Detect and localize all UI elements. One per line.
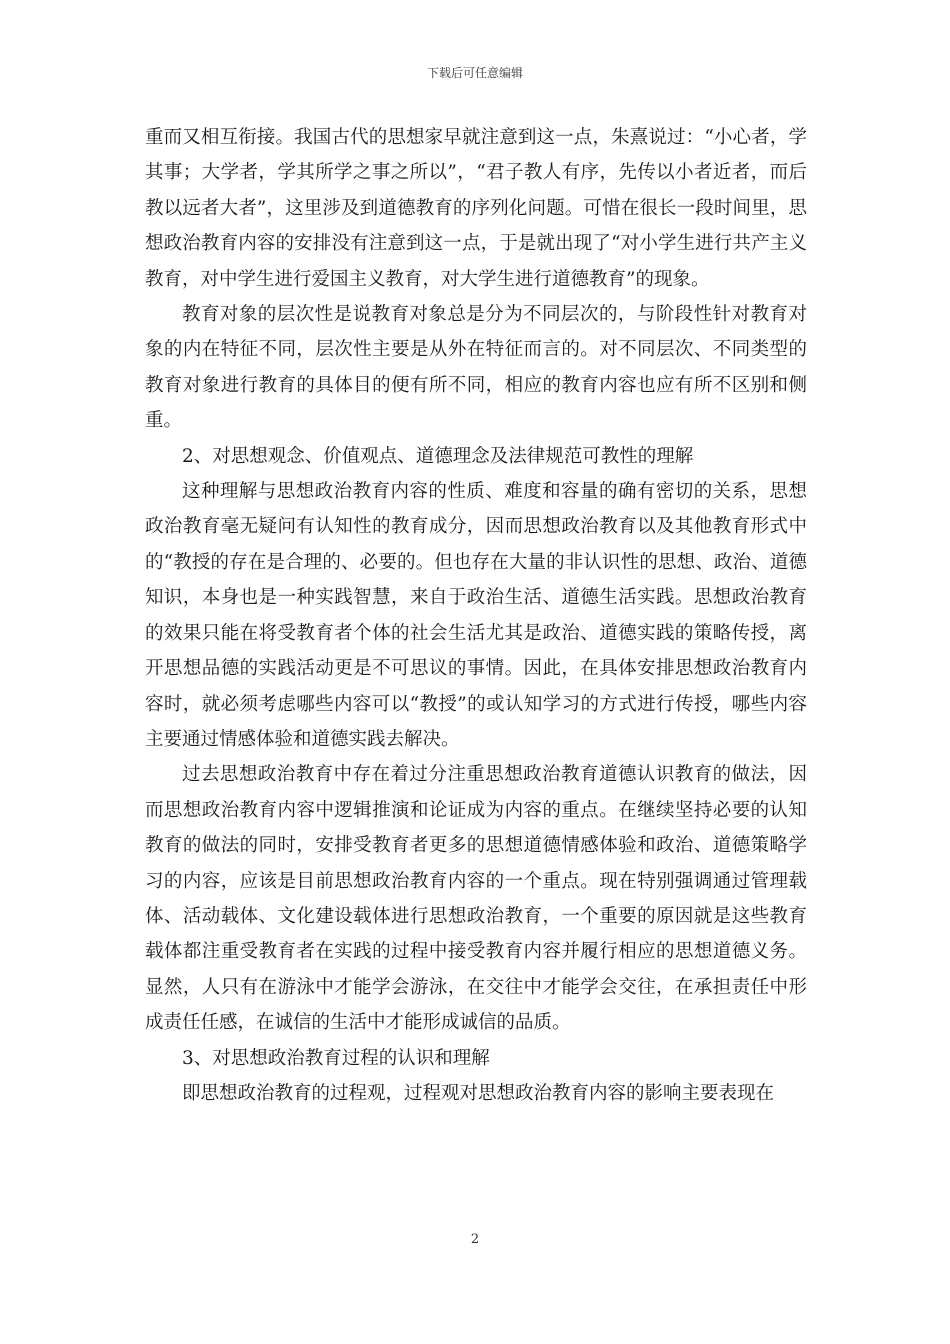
section-heading-3: 3、对思想政治教育过程的认识和理解 — [182, 1047, 490, 1069]
paragraph-3: 这种理解与思想政治教育内容的性质、难度和容量的确有密切的关系，思想政治教育毫无疑问有认知性的教育成分，因而思想政治教育以及其他教育形式中的“教授的存在是合理的、必要的。但也存在大量的非认识性的思想、政治、道德知识，本身也是一种实践智慧，来自于政治生活、道德生活实践。思想政治教育的效果只能在将受教育者个体的社会生活尤其是政治、道德实践的策略传授，离开思想品德的实践活动更是不可思议的事情。因此，在具体安排思想政治教育内容时，就必须考虑哪些内容可以“教授”的或认知学习的方式进行传授，哪些内容主要通过情感体验和道德实践去解决。 — [145, 481, 807, 750]
document-body — [145, 120, 807, 1111]
paragraph-5: 即思想政治教育的过程观，过程观对思想政治教育内容的影响主要表现在 — [182, 1082, 775, 1104]
header-text: 下载后可任意编辑 — [426, 66, 523, 80]
paragraph-2: 教育对象的层次性是说教育对象总是分为不同层次的，与阶段性针对教育对象的内在特征不同，层次性主要是从外在特征而言的。对不同层次、不同类型的教育对象进行教育的具体目的便有所不同，相应的教育内容也应有所不区别和侧重。 — [145, 304, 807, 432]
paragraph-1: 重而又相互衔接。我国古代的思想家早就注意到这一点，朱熹说过：“小心者，学其事；大学者，学其所学之事之所以”，“君子教人有序，先传以小者近者，而后教以远者大者”，这里涉及到道德教育的序列化问题。可惜在很长一段时间里，思想政治教育内容的安排没有注意到这一点，于是就出现了“对小学生进行共产主义教育，对中学生进行爱国主义教育，对大学生进行道德教育”的现象。 — [145, 127, 807, 290]
section-heading-2: 2、对思想观念、价值观点、道德理念及法律规范可教性的理解 — [182, 445, 694, 467]
page-footer — [0, 1232, 950, 1247]
page-number: 2 — [470, 1232, 480, 1247]
page-header — [0, 64, 950, 81]
paragraph-4: 过去思想政治教育中存在着过分注重思想政治教育道德认识教育的做法，因而思想政治教育内容中逻辑推演和论证成为内容的重点。在继续坚持必要的认知教育的做法的同时，安排受教育者更多的思想道德情感体验和政治、道德策略学习的内容，应该是目前思想政治教育内容的一个重点。现在特别强调通过管理载体、活动载体、文化建设载体进行思想政治教育，一个重要的原因就是这些教育载体都注重受教育者在实践的过程中接受教育内容并履行相应的思想道德义务。显然，人只有在游泳中才能学会游泳，在交往中才能学会交往，在承担责任中形成责任任感，在诚信的生活中才能形成诚信的品质。 — [145, 764, 807, 1034]
